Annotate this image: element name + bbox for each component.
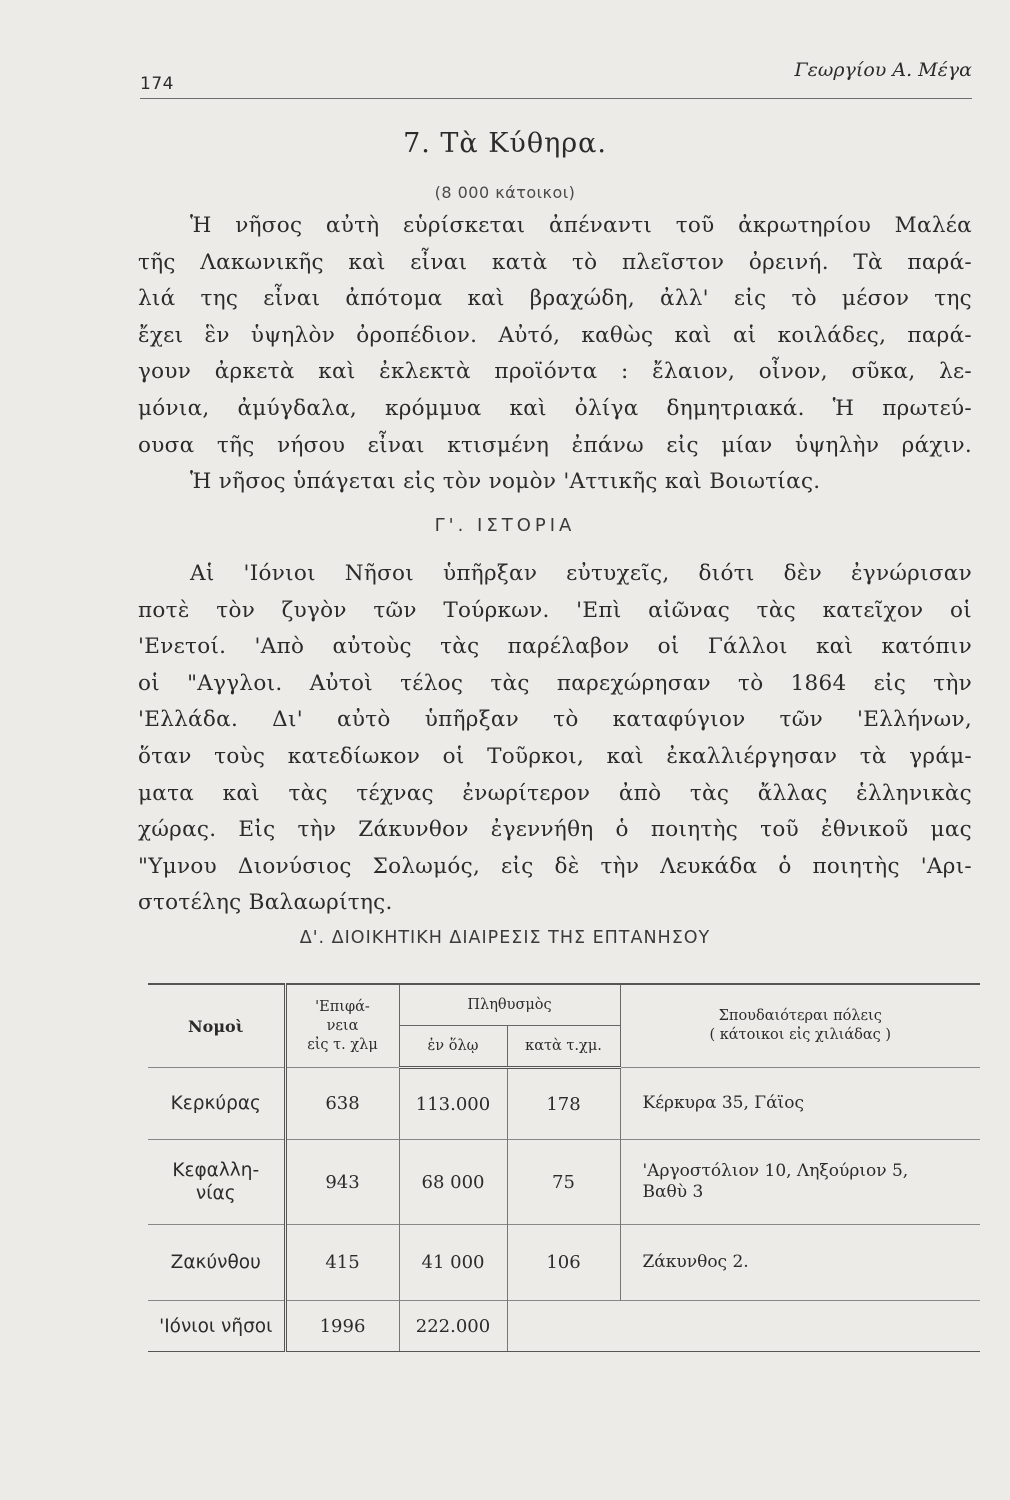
- chapter-title: 7. Τὰ Κύθηρα.: [403, 128, 607, 159]
- header-cities-line: ( κάτοικοι εἰς χιλιάδας ): [709, 1027, 892, 1043]
- header-area-line: νεια: [326, 1017, 359, 1034]
- history-heading: Γ'. ΙΣΤΟΡΙΑ: [434, 515, 576, 536]
- text-line: ἔχει ἓν ὑψηλὸν ὀροπέδιον. Αὐτό, καθὼς καὶ αἱ κοιλάδες, παρά-: [138, 322, 972, 348]
- text-line: Ἡ νῆσος ὑπάγεται εἰς τὸν νομὸν 'Αττικῆς καὶ Βοιωτίας.: [190, 469, 821, 495]
- cities-cell: [620, 1140, 980, 1225]
- pop-total-cell: 41 000: [399, 1225, 507, 1301]
- density-cell: 106: [507, 1225, 620, 1301]
- pop-total-cell: 222.000: [399, 1301, 507, 1352]
- nomos-line: νίας: [195, 1183, 236, 1204]
- text-line: 'Ελλάδα. Δι' αὐτὸ ὑπῆρξαν τὸ καταφύγιον τῶν 'Ελλήνων,: [138, 707, 972, 733]
- area-cell: 943: [285, 1140, 399, 1225]
- cities-cell: Ζάκυνθος 2.: [620, 1225, 980, 1301]
- text-line: ματα καὶ τὰς τέχνας ἐνωρίτερον ἀπὸ τὰς ἄλλας ἑλληνικὰς: [138, 780, 972, 806]
- text-line: ὅταν τοὺς κατεδίωκον οἱ Τοῦρκοι, καὶ ἐκαλλιέργησαν τὰ γράμ-: [138, 743, 972, 769]
- text-line: ποτὲ τὸν ζυγὸν τῶν Τούρκων. 'Επὶ αἰῶνας τὰς κατεῖχον οἱ: [138, 597, 972, 623]
- table-row: [148, 1140, 980, 1225]
- nomos-cell: [148, 1140, 285, 1225]
- population-note: (8 000 κάτοικοι): [434, 183, 576, 202]
- table-row: [148, 1068, 980, 1140]
- running-author: Γεωργίου Α. Μέγα: [794, 59, 972, 81]
- text-line: χώρας. Εἰς τὴν Ζάκυνθον ἐγεννήθη ὁ ποιητὴς τοῦ ἐθνικοῦ μας: [138, 817, 972, 843]
- header-cities-line: Σπουδαιότεραι πόλεις: [718, 1008, 882, 1024]
- cities-cell: [620, 1301, 980, 1352]
- header-cities: [620, 984, 980, 1068]
- table-row: [148, 1225, 980, 1301]
- header-area: [285, 984, 399, 1068]
- header-population-total: ἐν ὅλῳ: [399, 1026, 507, 1068]
- history-paragraph: [138, 556, 972, 922]
- admin-heading: Δ'. ΔΙΟΙΚΗΤΙΚΗ ΔΙΑΙΡΕΣΙΣ ΤΗΣ ΕΠΤΑΝΗΣΟΥ: [299, 928, 711, 948]
- nomos-cell: Κερκύρας: [148, 1068, 285, 1140]
- cities-line: 'Αργοστόλιον 10, Ληξούριον 5,: [642, 1161, 909, 1181]
- pop-total-cell: 68 000: [399, 1140, 507, 1225]
- text-line: 'Ενετοί. 'Απὸ αὐτοὺς τὰς παρέλαβον οἱ Γάλλοι καὶ κατόπιν: [138, 634, 972, 660]
- text-line: τῆς Λακωνικῆς καὶ εἶναι κατὰ τὸ πλεῖστον ὀρεινή. Τὰ παρά-: [138, 249, 972, 275]
- density-cell: 178: [507, 1068, 620, 1140]
- text-line: "Υμνου Διονύσιος Σολωμός, εἰς δὲ τὴν Λευκάδα ὁ ποιητὴς 'Αρι-: [138, 853, 972, 879]
- text-line: Ἡ νῆσος αὐτὴ εὑρίσκεται ἀπέναντι τοῦ ἀκρωτηρίου Μαλέα: [190, 213, 972, 238]
- header-population-density: κατὰ τ.χμ.: [507, 1026, 620, 1068]
- cities-cell: Κέρκυρα 35, Γάϊος: [620, 1068, 980, 1140]
- text-line: Αἱ 'Ιόνιοι Νῆσοι ὑπῆρξαν εὐτυχεῖς, διότι δὲν ἐγνώρισαν: [190, 561, 972, 586]
- area-cell: 638: [285, 1068, 399, 1140]
- nomos-line: Κεφαλλη-: [172, 1160, 260, 1181]
- density-cell: [507, 1301, 620, 1352]
- density-cell: 75: [507, 1140, 620, 1225]
- nomos-cell: 'Ιόνιοι νῆσοι: [148, 1301, 285, 1352]
- nomos-cell: Ζακύνθου: [148, 1225, 285, 1301]
- text-line: οἱ "Αγγλοι. Αὐτοὶ τέλος τὰς παρεχώρησαν τὸ 1864 εἰς τὴν: [138, 670, 972, 696]
- running-header: [140, 58, 972, 99]
- table-row: [148, 1301, 980, 1352]
- admin-table: [148, 983, 980, 1352]
- area-cell: 1996: [285, 1301, 399, 1352]
- pop-total-cell: 113.000: [399, 1068, 507, 1140]
- kythera-paragraph: [138, 208, 972, 501]
- area-cell: 415: [285, 1225, 399, 1301]
- cities-line: Βαθὺ 3: [642, 1182, 704, 1202]
- text-line: μόνια, ἀμύγδαλα, κρόμμυα καὶ ὀλίγα δημητριακά. Ἡ πρωτεύ-: [138, 395, 972, 421]
- header-area-line: 'Επιφά-: [315, 998, 370, 1015]
- header-area-line: εἰς τ. χλμ: [307, 1036, 378, 1053]
- page-number: 174: [140, 74, 174, 94]
- text-line: στοτέλης Βαλαωρίτης.: [138, 890, 393, 916]
- text-line: ουσα τῆς νήσου εἶναι κτισμένη ἐπάνω εἰς μίαν ὑψηλὴν ράχιν.: [138, 432, 972, 458]
- header-population: Πληθυσμὸς: [399, 984, 620, 1026]
- header-nomoi: Νομοὶ: [148, 984, 285, 1068]
- text-line: γουν ἀρκετὰ καὶ ἐκλεκτὰ προϊόντα : ἔλαιον, οἶνον, σῦκα, λε-: [138, 359, 972, 385]
- text-line: λιά της εἶναι ἀπότομα καὶ βραχώδη, ἀλλ' εἰς τὸ μέσον της: [138, 286, 972, 312]
